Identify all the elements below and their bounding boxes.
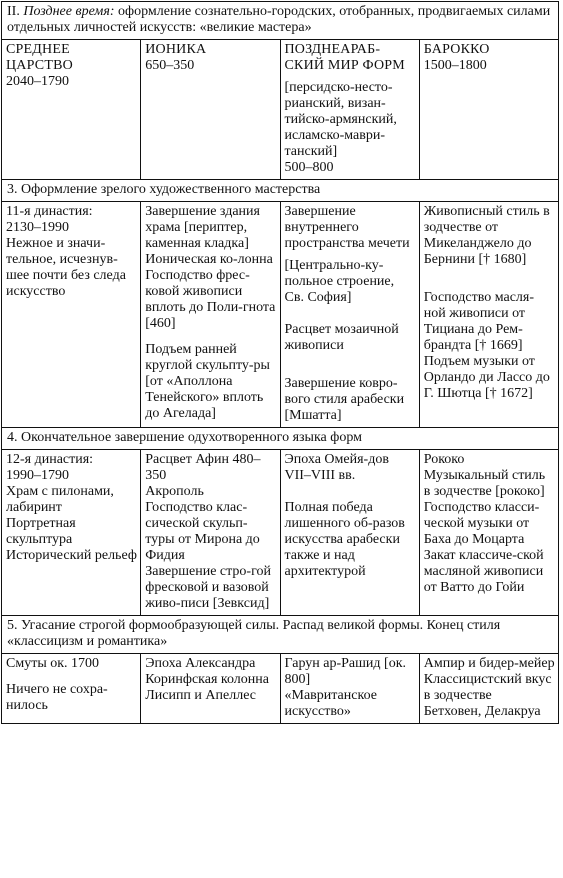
style-name: ПОЗДНЕАРАБ-СКИЙ МИР ФОРМ [284,42,405,73]
section-ii-header [2,2,559,40]
section-5-antiquity [141,654,280,724]
cell-text: Смуты ок. 1700 [6,656,100,671]
page [1,1,562,876]
cell-text: «Мавританское искусство» [284,688,377,719]
cell-text: Исторический рельеф [6,548,137,563]
section-3-antiquity [141,202,280,428]
cell-text: Коринфская колонна [145,672,269,687]
comparative-culture-table [1,1,559,724]
cell-text: Завершение ковро-вого стиля арабески [Мшатта] [284,376,405,423]
cell-text: Храм с пилонами, лабиринт [6,484,114,515]
cell-text: Нежное и значи-тельное, исчезнув-шее почти без следа искусство [6,236,126,299]
section-4-arabic [280,450,419,616]
cell-text: Завершение стро-гой фресковой и вазовой живо-писи [Зевксид] [145,564,271,611]
section-ii-label: Позднее время: [23,4,115,19]
style-cell-baroque [419,40,558,180]
section-ii-row [2,2,559,40]
section-3-arabic [280,202,419,428]
section-5-title-row [2,616,559,654]
section-5-west [419,654,558,724]
section-5-arabic [280,654,419,724]
cell-text: Музыкальный стиль в зодчестве [рококо] [423,468,546,499]
styles-row [2,40,559,180]
section-5-row [2,654,559,724]
cell-text: Бетховен, Делакруа [423,704,541,719]
style-dates: 2040–1790 [6,74,69,89]
cell-text: Господство фрес-ковой живописи вплоть до Поли-гнота [460] [145,268,276,331]
cell-text: Подъем музыки от Орландо ди Лассо до Г. Шютца [† 1672] [423,354,550,401]
cell-text: Завершение здания храма [периптер, каменная кладка] Ионическая ко-лонна [145,204,273,267]
cell-text: 1990–1790 [6,468,69,483]
cell-text: Гарун ар-Рашид [ок. 800] [284,656,407,687]
section-3-row [2,202,559,428]
cell-text: Эпоха Омейя-дов VII–VIII вв. [284,452,389,483]
section-3-west [419,202,558,428]
cell-text: Ампир и бидер-мейер [423,656,555,671]
cell-text: [Центрально-ку-польное строение, Св. София] [284,258,395,305]
cell-text: Эпоха Александра [145,656,256,671]
section-4-antiquity [141,450,280,616]
cell-text: Рококо [423,452,465,467]
section-4-title: 4. Окончательное завершение одухотворенного языка форм [2,428,559,450]
cell-text: Расцвет Афин 480–350 [145,452,261,483]
cell-text: Живописный стиль в зодчестве от Микеланджело до Бернини [† 1680] [423,204,550,267]
cell-text: Подъем ранней круглой скульпту-ры [от «Аполлона Тенейского» вплоть до Агелада] [145,342,270,421]
cell-text: Господство масля-ной живописи от Тициана до Рем-брандта [† 1669] [423,290,535,353]
cell-text: Ничего не сохра-нилось [6,682,108,713]
cell-text: Полная победа лишенного об-разов искусства арабески также и над архитектурой [284,500,405,579]
section-4-west [419,450,558,616]
section-3-egypt [2,202,141,428]
section-3-title-row [2,180,559,202]
cell-text: 2130–1990 [6,220,69,235]
section-4-title-row [2,428,559,450]
section-5-egypt [2,654,141,724]
cell-text: Расцвет мозаичной живописи [284,322,399,353]
cell-text: 12-я династия: [6,452,94,467]
style-note: [персидско-несто-рианский, визан-тийско-армянский, исламско-маври-танский] [284,80,397,159]
cell-text: Закат классиче-ской масляной живописи от Ватто до Гойи [423,548,544,595]
style-name: ИОНИКА [145,42,207,57]
cell-text: Классицистский вкус в зодчестве [423,672,552,703]
cell-text: Господство класси-ческой музыки от Баха до Моцарта [423,500,540,547]
section-ii-numeral: II. [7,4,24,19]
style-name: СРЕДНЕЕ ЦАРСТВО [6,42,73,73]
style-cell-ionic [141,40,280,180]
style-cell-late-arabic [280,40,419,180]
style-cell-middle-kingdom [2,40,141,180]
section-4-egypt [2,450,141,616]
cell-text: Акрополь [145,484,204,499]
section-ii-text: оформление сознательно-городских, отобранных, продвигаемых силами отдельных личностей искусств: «великие мастера» [7,4,551,35]
cell-text: Лисипп и Апеллес [145,688,256,703]
section-4-row [2,450,559,616]
style-dates: 500–800 [284,160,334,175]
cell-text: Завершение внутреннего пространства мечети [284,204,410,251]
style-name: БАРОККО [423,42,490,57]
section-5-title: 5. Угасание строгой формообразующей силы. Распад великой формы. Конец стиля «классицизм и романтика» [2,616,559,654]
cell-text: Господство клас-сической скульп-туры от Мирона до Фидия [145,500,260,563]
style-dates: 650–350 [145,58,195,73]
cell-text: 11-я династия: [6,204,93,219]
style-dates: 1500–1800 [423,58,487,73]
cell-text: Портретная скульптура [6,516,76,547]
section-3-title: 3. Оформление зрелого художественного мастерства [2,180,559,202]
